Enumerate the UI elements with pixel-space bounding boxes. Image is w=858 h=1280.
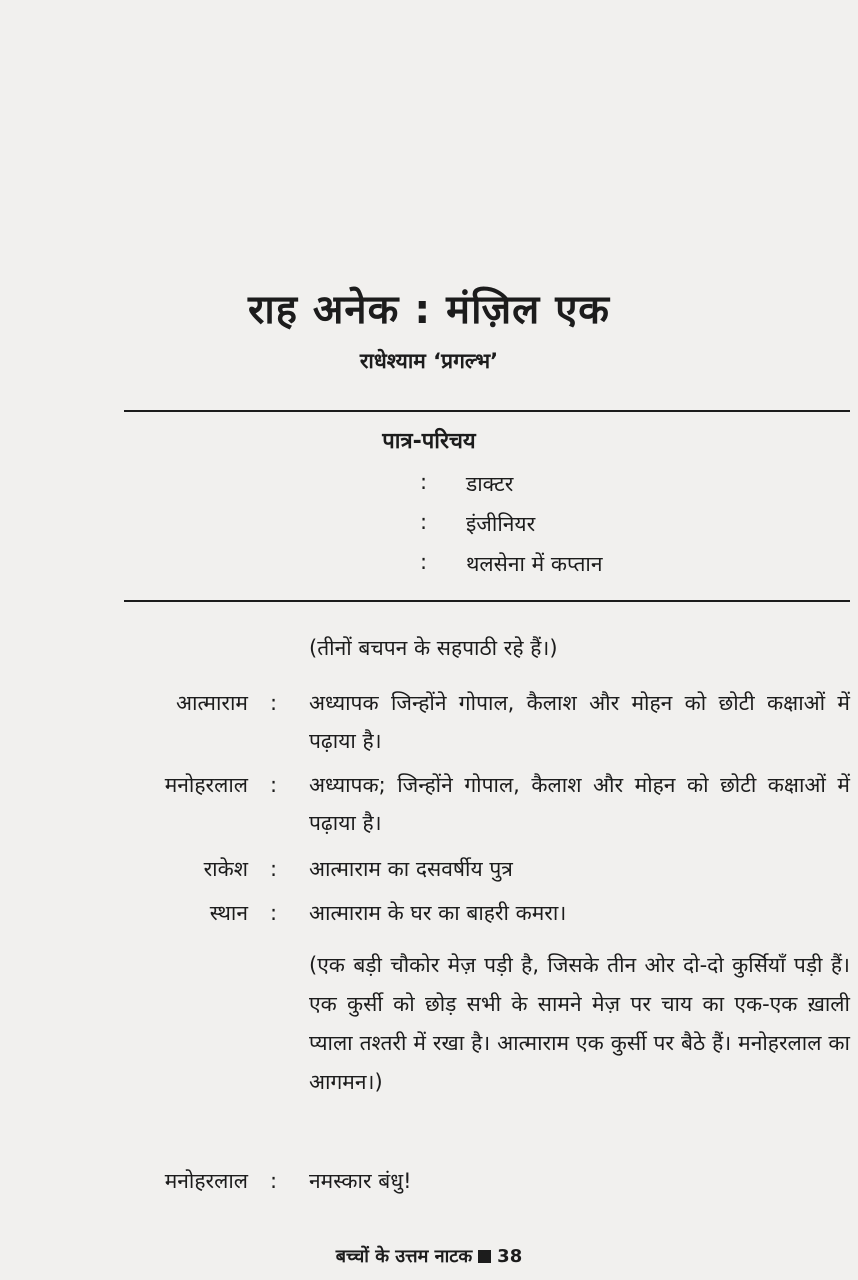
cast-colon: : [420, 550, 428, 574]
character-name: आत्माराम [176, 691, 248, 715]
entry-colon: : [270, 691, 278, 715]
cast-role: थलसेना में कप्तान [466, 552, 603, 576]
speaker-name: मनोहरलाल [164, 1169, 248, 1193]
cast-role: इंजीनियर [466, 512, 536, 536]
location-description: आत्माराम के घर का बाहरी कमरा। [309, 901, 567, 925]
dialogue-colon: : [270, 1169, 278, 1193]
character-name: मनोहरलाल [164, 773, 248, 797]
top-divider [124, 410, 850, 412]
character-description: अध्यापक; जिन्होंने गोपाल, कैलाश और मोहन को छोटी कक्षाओं में पढ़ाया है। [309, 773, 850, 835]
cast-role: डाक्टर [466, 472, 514, 496]
cast-colon: : [420, 510, 428, 534]
author-name: राधेश्याम ‘प्रगल्भ’ [359, 349, 499, 373]
bottom-divider [124, 600, 850, 602]
book-title: बच्चों के उत्तम नाटक [335, 1246, 473, 1267]
square-bullet-icon [478, 1250, 491, 1263]
dialogue-text: नमस्कार बंधु! [309, 1169, 412, 1193]
cast-heading: पात्र-परिचय [382, 429, 476, 454]
stage-note: (तीनों बचपन के सहपाठी रहे हैं।) [309, 636, 558, 660]
entry-colon: : [270, 857, 278, 881]
entry-colon: : [270, 773, 278, 797]
character-name: राकेश [203, 857, 248, 881]
play-title: राह अनेक : मंज़िल एक [247, 287, 611, 333]
entry-colon: : [270, 901, 278, 925]
scene-description: (एक बड़ी चौकोर मेज़ पड़ी है, जिसके तीन ओर दो-दो कुर्सियाँ पड़ी हैं। एक कुर्सी को छोड़ सभी के सामने मेज़ पर चाय का एक-एक ख़ाली प्याला तश्तरी में रखा है। आत्माराम एक कुर्सी पर बैठे हैं। मनोहरलाल का आगमन।) [309, 953, 850, 1094]
cast-colon: : [420, 470, 428, 494]
page-number: 38 [497, 1246, 523, 1267]
location-label: स्थान [209, 901, 248, 925]
character-description: आत्माराम का दसवर्षीय पुत्र [309, 857, 513, 881]
page-footer [0, 1244, 858, 1268]
character-description: अध्यापक जिन्होंने गोपाल, कैलाश और मोहन को छोटी कक्षाओं में पढ़ाया है। [309, 691, 850, 753]
